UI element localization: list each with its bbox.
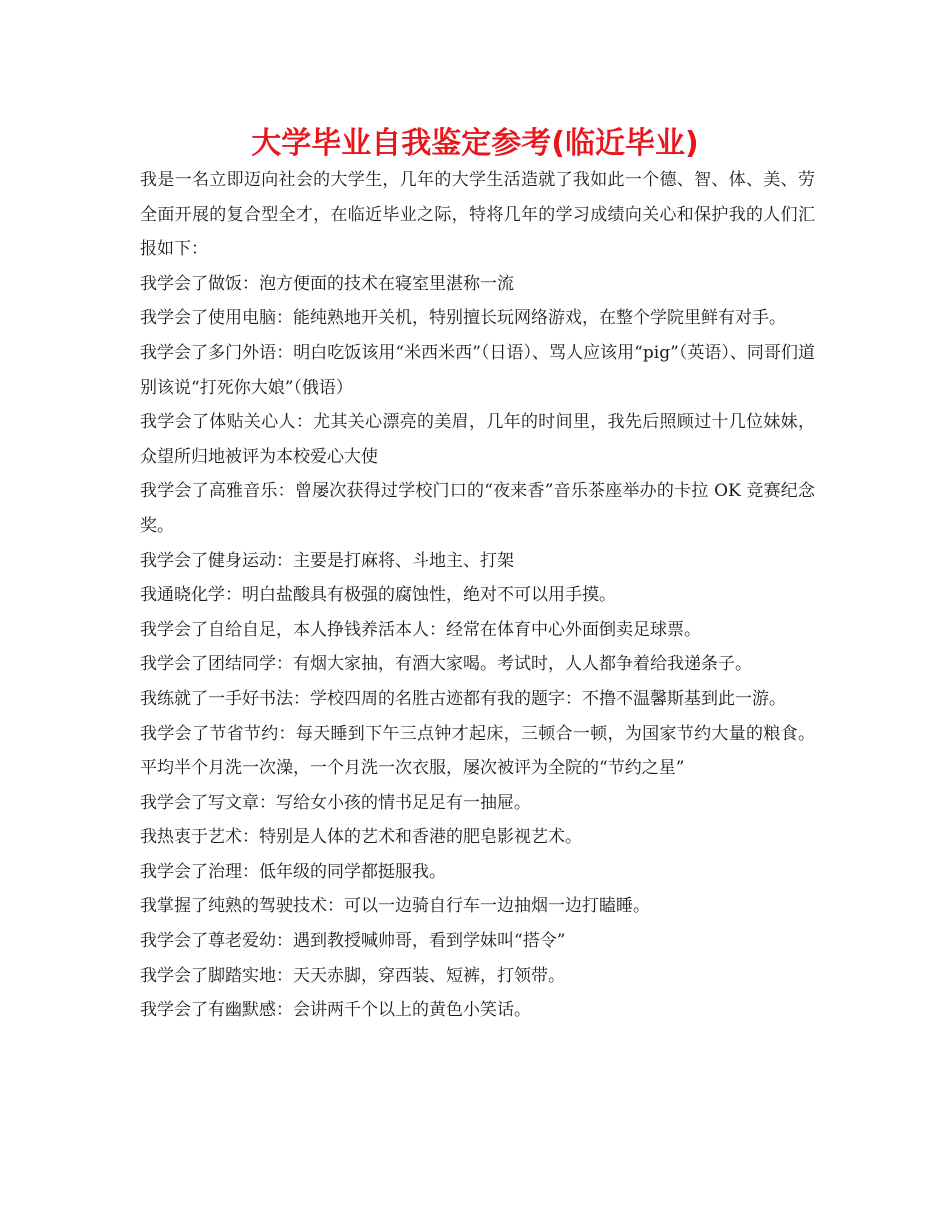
paragraph: 我学会了体贴关心人：尤其关心漂亮的美眉，几年的时间里，我先后照顾过十几位妹妹，众望所归地被评为本校爱心大使 [140,412,815,467]
paragraph: 我学会了团结同学：有烟大家抽，有酒大家喝。考试时，人人都争着给我递条子。 [140,654,752,675]
paragraph: 我热衷于艺术：特别是人体的艺术和香港的肥皂影视艺术。 [140,827,582,848]
paragraph: 我学会了写文章：写给女小孩的情书足足有一抽屉。 [140,792,531,813]
paragraph: 我学会了节省节约：每天睡到下午三点钟才起床，三顿合一顿，为国家节约大量的粮食。平均半个月洗一次澡，一个月洗一次衣服，屡次被评为全院的“节约之星” [140,723,815,779]
document-body [140,163,815,1028]
paragraph: 我通晓化学：明白盐酸具有极强的腐蚀性，绝对不可以用手摸。 [140,585,616,606]
paragraph: 我是一名立即迈向社会的大学生，几年的大学生活造就了我如此一个德、智、体、美、劳全面开展的复合型全才，在临近毕业之际，特将几年的学习成绩向关心和保护我的人们汇报如下： [140,170,815,260]
paragraph: 我练就了一手好书法：学校四周的名胜古迹都有我的题字：不撸不温馨斯基到此一游。 [140,688,786,709]
paragraph: 我学会了健身运动：主要是打麻将、斗地主、打架 [140,550,514,571]
paragraph: 我学会了自给自足，本人挣钱养活本人：经常在体育中心外面倒卖足球票。 [140,619,701,640]
paragraph: 我学会了高雅音乐：曾屡次获得过学校门口的“夜来香”音乐茶座举办的卡拉 OK 竞赛纪念奖。 [140,481,815,536]
document-title: 大学毕业自我鉴定参考(临近毕业) [251,126,699,161]
paragraph: 我学会了做饭：泡方便面的技术在寝室里湛称一流 [140,273,514,294]
paragraph: 我学会了治理：低年级的同学都挺服我。 [140,861,446,882]
paragraph: 我学会了尊老爱幼：遇到教授喊帅哥，看到学妹叫“搭令” [140,931,566,952]
paragraph: 我学会了脚踏实地：天天赤脚，穿西装、短裤，打领带。 [140,965,565,986]
paragraph: 我学会了使用电脑：能纯熟地开关机，特别擅长玩网络游戏，在整个学院里鲜有对手。 [140,308,786,329]
paragraph: 我学会了多门外语：明白吃饭该用“米西米西”（日语）、骂人应该用“pig”（英语）、同哥们道别该说“打死你大娘”（俄语） [140,342,815,398]
paragraph: 我学会了有幽默感：会讲两千个以上的黄色小笑话。 [140,1000,531,1021]
paragraph: 我掌握了纯熟的驾驶技术：可以一边骑自行车一边抽烟一边打瞌睡。 [140,896,650,917]
